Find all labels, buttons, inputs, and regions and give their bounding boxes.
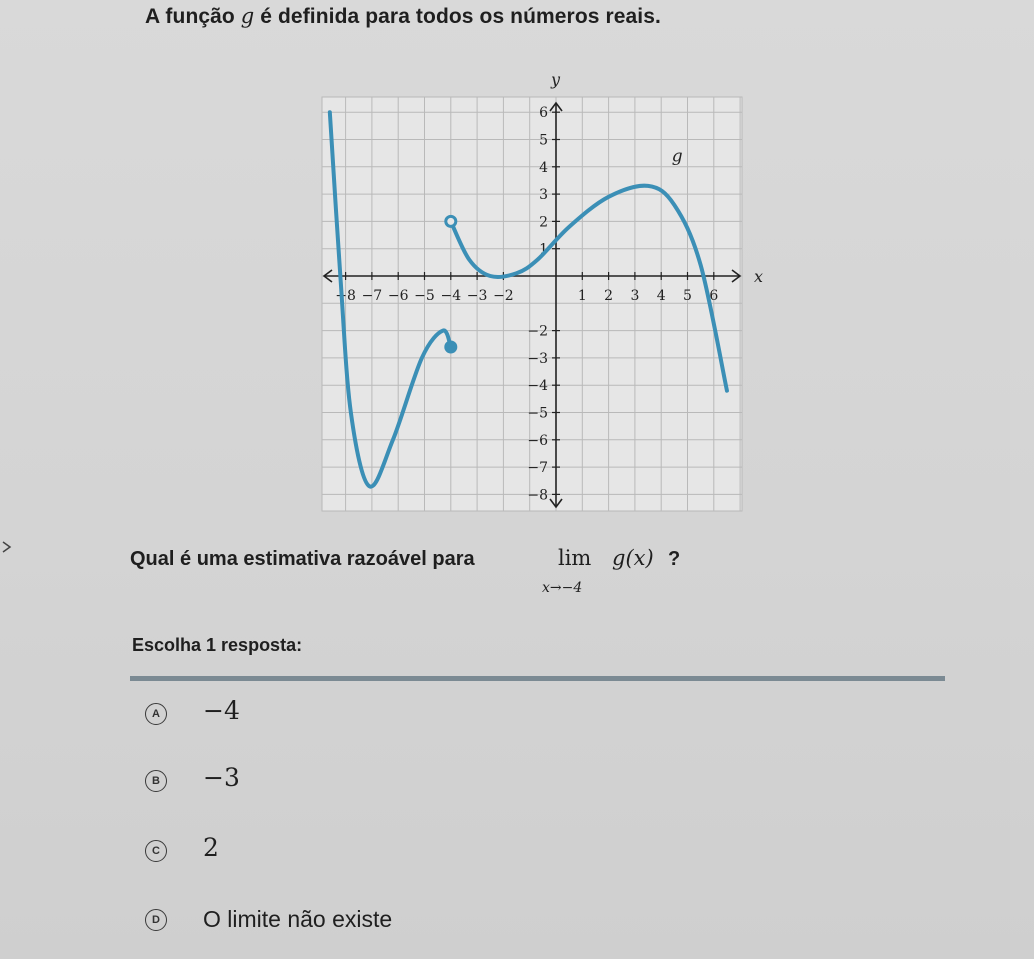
- y-tick-label: −6: [527, 432, 548, 449]
- choice-c-badge[interactable]: C: [145, 840, 167, 862]
- intro-text-1: A função: [145, 5, 241, 28]
- question-mark: ?: [668, 548, 681, 570]
- y-tick-label: 5: [539, 132, 548, 149]
- x-tick-label: 3: [630, 288, 640, 304]
- x-tick-label: 4: [656, 288, 666, 304]
- y-tick-label: −8: [527, 487, 548, 504]
- choice-b[interactable]: [145, 763, 645, 803]
- y-axis-label: y: [551, 70, 561, 89]
- x-tick-label: 1: [577, 288, 587, 304]
- intro-text-2: é definida para todos os números reais.: [254, 5, 661, 28]
- y-tick-label: 6: [539, 105, 548, 122]
- closed-point: [445, 341, 457, 353]
- choice-d[interactable]: [145, 902, 645, 942]
- y-tick-label: −5: [527, 405, 548, 422]
- divider: [130, 676, 945, 681]
- x-tick-label: 6: [709, 288, 719, 304]
- x-tick-label: −4: [440, 288, 462, 304]
- x-tick-label: −7: [361, 288, 383, 304]
- choice-d-badge[interactable]: D: [145, 909, 167, 931]
- y-tick-label: 2: [539, 214, 548, 231]
- x-tick-label: 2: [604, 288, 614, 304]
- x-tick-label: −3: [466, 288, 488, 304]
- limit-symbol: lim: [558, 546, 592, 570]
- choice-b-text: −3: [203, 763, 240, 792]
- answer-prompt: Escolha 1 resposta:: [132, 635, 303, 655]
- y-tick-label: −2: [527, 323, 548, 340]
- x-tick-label: −6: [387, 288, 409, 304]
- x-tick-label: −8: [335, 288, 356, 304]
- side-chevron-icon[interactable]: [0, 540, 14, 554]
- choice-d-text: O limite não existe: [203, 906, 393, 932]
- choice-c[interactable]: [145, 833, 645, 873]
- limit-function: g(x): [612, 546, 654, 570]
- choice-b-badge[interactable]: B: [145, 770, 167, 792]
- x-tick-label: −2: [493, 288, 514, 304]
- y-tick-label: 4: [539, 159, 548, 176]
- y-tick-label: −3: [527, 350, 548, 367]
- choice-a-text: −4: [203, 696, 240, 725]
- x-tick-label: 5: [683, 288, 692, 304]
- curve-label: g: [671, 146, 683, 167]
- x-tick-label: −5: [414, 288, 435, 304]
- limit-subscript: x→−4: [542, 580, 583, 596]
- choice-c-text: 2: [203, 833, 219, 862]
- function-name: g: [240, 4, 255, 28]
- choice-a-badge[interactable]: A: [145, 703, 167, 725]
- y-tick-label: −4: [527, 378, 548, 395]
- x-axis-label: x: [754, 267, 764, 286]
- y-tick-label: −7: [527, 460, 548, 477]
- choice-a[interactable]: [145, 696, 645, 736]
- question-text: Qual é uma estimativa razoável para: [130, 548, 475, 570]
- open-point: [446, 216, 456, 226]
- y-tick-label: 1: [539, 241, 548, 258]
- y-tick-label: 3: [539, 187, 548, 204]
